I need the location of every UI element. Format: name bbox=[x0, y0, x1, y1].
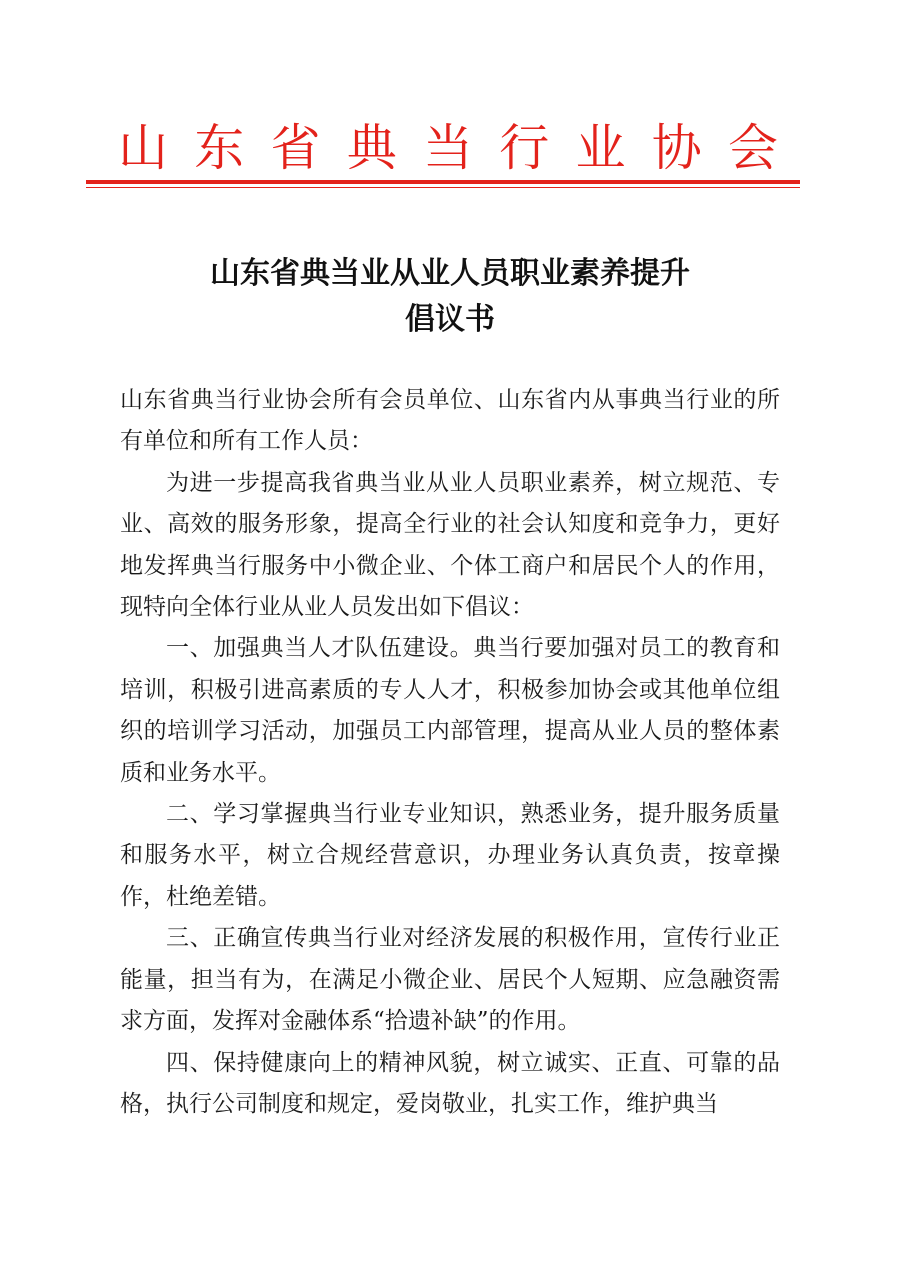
proposal-paragraph-4: 四、保持健康向上的精神风貌，树立诚实、正直、可靠的品格，执行公司制度和规定，爱岗敬业，扎实工作，维护典当 bbox=[120, 1049, 780, 1117]
intro-paragraph: 为进一步提高我省典当业从业人员职业素养，树立规范、专业、高效的服务形象，提高全行业的社会认知度和竞争力，更好地发挥典当行服务中小微企业、个体工商户和居民个人的作用，现特向全体行业从业人员发出如下倡议： bbox=[120, 469, 780, 621]
masthead-char: 会 bbox=[728, 119, 778, 177]
masthead-divider-thin bbox=[86, 187, 800, 188]
proposal-paragraph-2: 二、学习掌握典当行业专业知识，熟悉业务，提升服务质量和服务水平，树立合规经营意识，办理业务认真负责，按章操作，杜绝差错。 bbox=[120, 801, 780, 910]
masthead-char: 山 bbox=[118, 119, 168, 177]
document-body bbox=[120, 380, 780, 1125]
masthead-org-name bbox=[118, 118, 778, 178]
proposal-paragraph-1: 一、加强典当人才队伍建设。典当行要加强对员工的教育和培训，积极引进高素质的专人人才，积极参加协会或其他单位组织的培训学习活动，加强员工内部管理，提高从业人员的整体素质和业务水平。 bbox=[120, 635, 780, 786]
masthead-char: 典 bbox=[346, 119, 397, 177]
document-title-line-2: 倡议书 bbox=[405, 302, 495, 337]
document-title-line-1: 山东省典当业从业人员职业素养提升 bbox=[210, 256, 690, 291]
masthead-char: 当 bbox=[423, 119, 473, 177]
masthead-char: 东 bbox=[194, 119, 245, 177]
salutation-paragraph: 山东省典当行业协会所有会员单位、山东省内从事典当行业的所有单位和所有工作人员： bbox=[120, 387, 780, 455]
proposal-paragraph-3: 三、正确宣传典当行业对经济发展的积极作用，宣传行业正能量，担当有为，在满足小微企业、居民个人短期、应急融资需求方面，发挥对金融体系“拾遗补缺”的作用。 bbox=[120, 925, 780, 1035]
masthead-char: 业 bbox=[575, 119, 626, 177]
masthead-char: 省 bbox=[270, 119, 321, 177]
masthead-char: 协 bbox=[651, 119, 702, 177]
masthead-char: 行 bbox=[499, 119, 550, 177]
masthead-divider-thick bbox=[86, 180, 800, 184]
